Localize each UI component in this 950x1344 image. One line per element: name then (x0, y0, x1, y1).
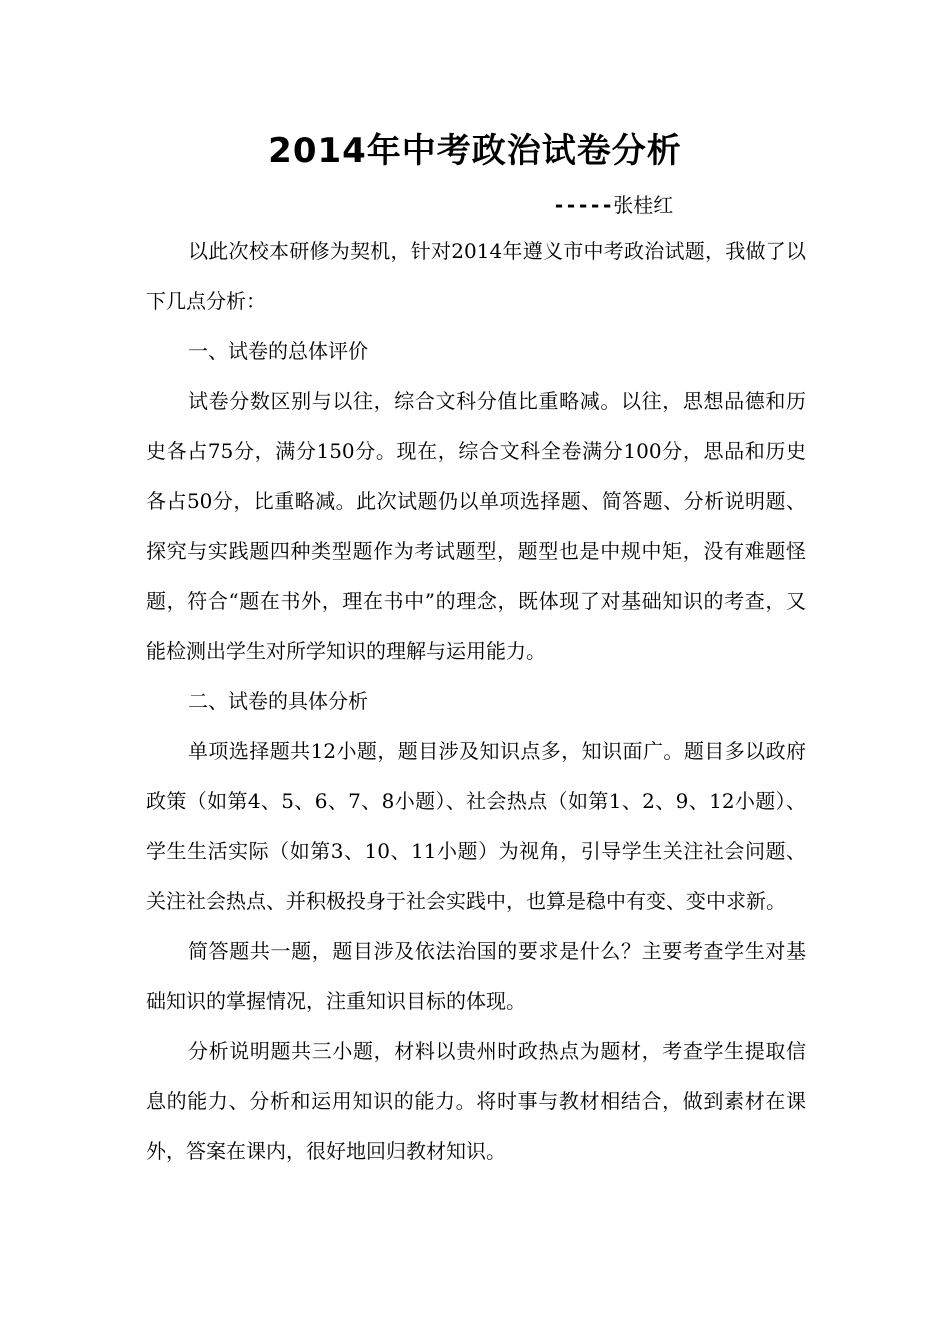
section-heading-specific: 二、试卷的具体分析 (188, 689, 368, 713)
overall-evaluation-paragraph: 试卷分数区别与以往，综合文科分值比重略减。以往，思想品德和历史各占75分，满分150分。现在，综合文科全卷满分100分，思品和历史各占50分，比重略减。此次试题仍以单项选择题、简答题、分析说明题、探究与实践题四种类型题作为考试题型，题型也是中规中矩，没有难题怪题，符合“题在书外，理在书中”的理念，既体现了对基础知识的考查，又能检测出学生对所学知识的理解与运用能力。 (146, 389, 806, 663)
short-answer-paragraph: 简答题共一题，题目涉及依法治国的要求是什么？主要考查学生对基础知识的掌握情况，注重知识目标的体现。 (146, 939, 806, 1013)
analysis-question-paragraph: 分析说明题共三小题，材料以贵州时政热点为题材，考查学生提取信息的能力、分析和运用知识的能力。将时事与教材相结合，做到素材在课外，答案在课内，很好地回归教材知识。 (146, 1039, 806, 1163)
author-dashes: ----- (553, 193, 614, 217)
document-title: 2014年中考政治试卷分析 (268, 131, 682, 171)
section-heading-overall: 一、试卷的总体评价 (188, 339, 368, 363)
author-name: 张桂红 (613, 193, 674, 217)
document-body (146, 226, 806, 1176)
author-line (553, 190, 673, 220)
multiple-choice-paragraph: 单项选择题共12小题，题目涉及知识点多，知识面广。题目多以政府政策（如第4、5、6、7、8小题）、社会热点（如第1、2、9、12小题）、学生生活实际（如第3、10、11小题）为视角，引导学生关注社会问题、关注社会热点、并积极投身于社会实践中，也算是稳中有变、变中求新。 (146, 739, 806, 913)
intro-paragraph: 以此次校本研修为契机，针对2014年遵义市中考政治试题，我做了以下几点分析： (146, 239, 806, 313)
